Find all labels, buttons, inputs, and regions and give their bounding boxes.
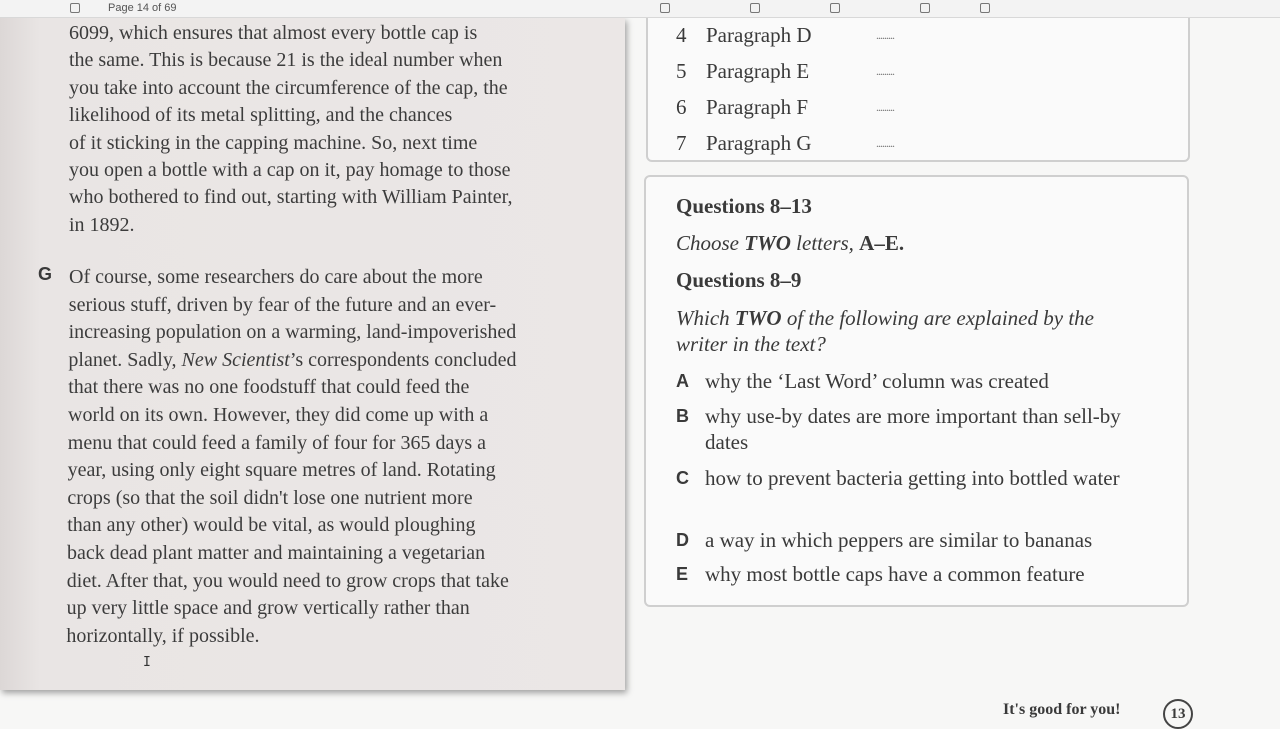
text-line: year, using only eight square metres of land. Rotating [67, 459, 496, 482]
option-text: why most bottle caps have a common feature [705, 562, 1085, 586]
row-label: Paragraph E [706, 59, 810, 83]
option-b [676, 403, 1156, 455]
option-text: why use-by dates are more important than sell-by dates [705, 404, 1121, 454]
text-line: increasing population on a warming, land-impoverished [68, 321, 517, 344]
option-letter: E [676, 564, 689, 584]
text-line: that there was no one foodstuff that could feed the [68, 376, 470, 399]
text-line: crops (so that the soil didn't lose one nutrient more [67, 486, 473, 509]
text-line: who bothered to find out, starting with William Painter, [69, 186, 513, 209]
text-line: planet. Sadly, New Scientist’s correspondents concluded [68, 348, 517, 371]
chapter-title: It's good for you! [1003, 701, 1121, 718]
questions-subheading: Questions 8–9 [676, 268, 802, 292]
text-line: horizontally, if possible. [66, 624, 260, 647]
instruction: Choose TWO letters, A–E. [676, 231, 905, 255]
option-text: why the ‘Last Word’ column was created [705, 369, 1049, 393]
text-line: of it sticking in the capping machine. So, next time [69, 131, 478, 154]
questions-heading: Questions 8–13 [676, 194, 812, 218]
option-text: a way in which peppers are similar to bananas [705, 528, 1093, 552]
viewer-toolbar [0, 0, 1280, 18]
text-line: than any other) would be vital, as would ploughing [67, 514, 476, 537]
text-line: you open a bottle with a cap on it, pay homage to those [69, 159, 511, 181]
option-a [676, 368, 1166, 394]
tool-icon[interactable] [980, 3, 990, 13]
row-label: Paragraph G [706, 131, 812, 155]
option-c [676, 465, 1156, 491]
text-line: menu that could feed a family of four for 365 days a [67, 431, 486, 454]
option-e [676, 561, 1171, 587]
option-d [676, 527, 1171, 553]
option-letter: C [676, 468, 689, 488]
option-text: how to prevent bacteria getting into bottled water [705, 466, 1120, 490]
text-line: diet. After that, you would need to grow crops that take [66, 569, 509, 592]
answer-blank[interactable]: ......... [876, 100, 894, 114]
text-line: likelihood of its metal splitting, and the chances [69, 104, 453, 127]
text-line: back dead plant matter and maintaining a vegetarian [67, 542, 486, 564]
text-line: serious stuff, driven by fear of the future and an ever- [68, 293, 497, 316]
matching-row [676, 22, 936, 48]
prompt-line-1: Which TWO of the following are explained by the [676, 306, 1094, 330]
text-line: world on its own. However, they did come up with a [68, 404, 489, 426]
text-cursor-icon: I [143, 655, 151, 670]
option-letter: B [676, 406, 689, 426]
prompt-line-2: writer in the text? [676, 332, 826, 356]
option-letter: A [676, 371, 689, 391]
tool-icon[interactable] [830, 3, 840, 13]
answer-blank[interactable]: ......... [876, 136, 894, 150]
text-line: 6099, which ensures that almost every bottle cap is [69, 22, 478, 44]
text-line: up very little space and grow vertically rather than [66, 597, 470, 620]
option-letter: D [676, 530, 689, 550]
matching-row [676, 94, 936, 120]
answer-blank[interactable]: ......... [876, 28, 894, 42]
sidebar-icon[interactable] [70, 3, 80, 13]
answer-blank[interactable]: ......... [876, 64, 894, 78]
matching-row [676, 58, 936, 84]
row-label: Paragraph D [706, 23, 812, 47]
matching-row [676, 130, 936, 156]
tool-icon[interactable] [750, 3, 760, 13]
row-label: Paragraph F [706, 95, 809, 119]
page-indicator: Page 14 of 69 [108, 2, 177, 14]
page-number: 13 [1163, 699, 1193, 729]
row-number: 6 [676, 95, 687, 119]
text-line: you take into account the circumference of the cap, the [69, 76, 508, 99]
text-line: the same. This is because 21 is the ideal number when [69, 49, 503, 72]
text-line: Of course, some researchers do care about the more [69, 266, 483, 288]
text-line: in 1892. [69, 213, 135, 236]
tool-icon[interactable] [660, 3, 670, 13]
row-number: 5 [676, 59, 687, 83]
row-number: 4 [676, 23, 687, 47]
row-number: 7 [676, 131, 687, 155]
paragraph-letter: G [38, 264, 53, 284]
tool-icon[interactable] [920, 3, 930, 13]
